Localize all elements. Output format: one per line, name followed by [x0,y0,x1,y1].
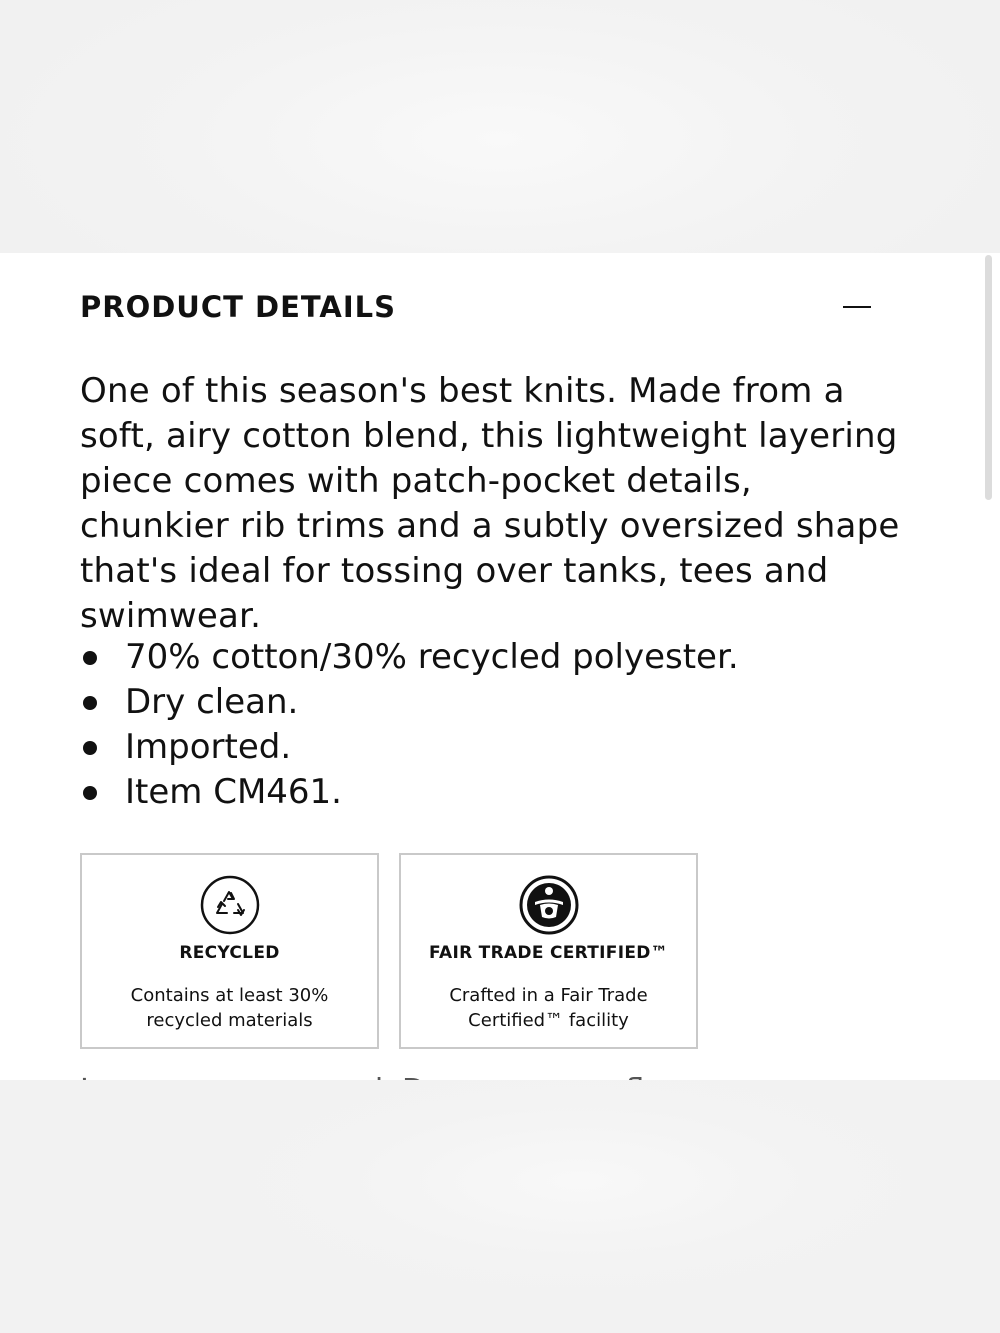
section-title: PRODUCT DETAILS [80,290,397,324]
bullet-dot [83,741,97,755]
scrollbar-thumb[interactable] [985,255,992,500]
bullet-dot [83,786,97,800]
fair-trade-icon [519,875,579,935]
bullet-dot [83,696,97,710]
bullet-dot [83,651,97,665]
badge-text: Crafted in a Fair Trade Certified™ facility [449,985,648,1031]
fair-trade-badge[interactable] [399,853,698,1049]
badge-text: Contains at least 30% recycled materials [130,985,329,1031]
list-item-text: 70% cotton/30% recycled polyester. [125,637,739,677]
blurred-background-bottom [0,1080,1000,1333]
list-item [80,680,739,725]
list-item-text: Dry clean. [125,682,299,722]
list-item-text: Imported. [125,727,292,767]
product-specs-list [80,635,739,815]
badge-title: FAIR TRADE CERTIFIED™ [429,943,668,963]
minus-icon[interactable] [842,292,872,322]
product-details-panel [0,253,1000,1080]
recycled-badge[interactable] [80,853,379,1049]
product-description: One of this season's best knits. Made from a soft, airy cotton blend, this lightweight layering piece comes with patch-pocket details, chunkier rib trims and a subtly oversized shape that's ideal for tossing over tanks, tees and swimwear. [80,371,900,636]
recycle-icon [200,875,260,935]
badge-title: RECYCLED [179,943,280,963]
list-item [80,770,739,815]
sustainability-badges [80,853,698,1049]
list-item [80,635,739,680]
list-item [80,725,739,770]
list-item-text: Item CM461. [125,772,342,812]
product-details-header[interactable] [80,283,872,331]
blurred-background-top [0,0,1000,253]
